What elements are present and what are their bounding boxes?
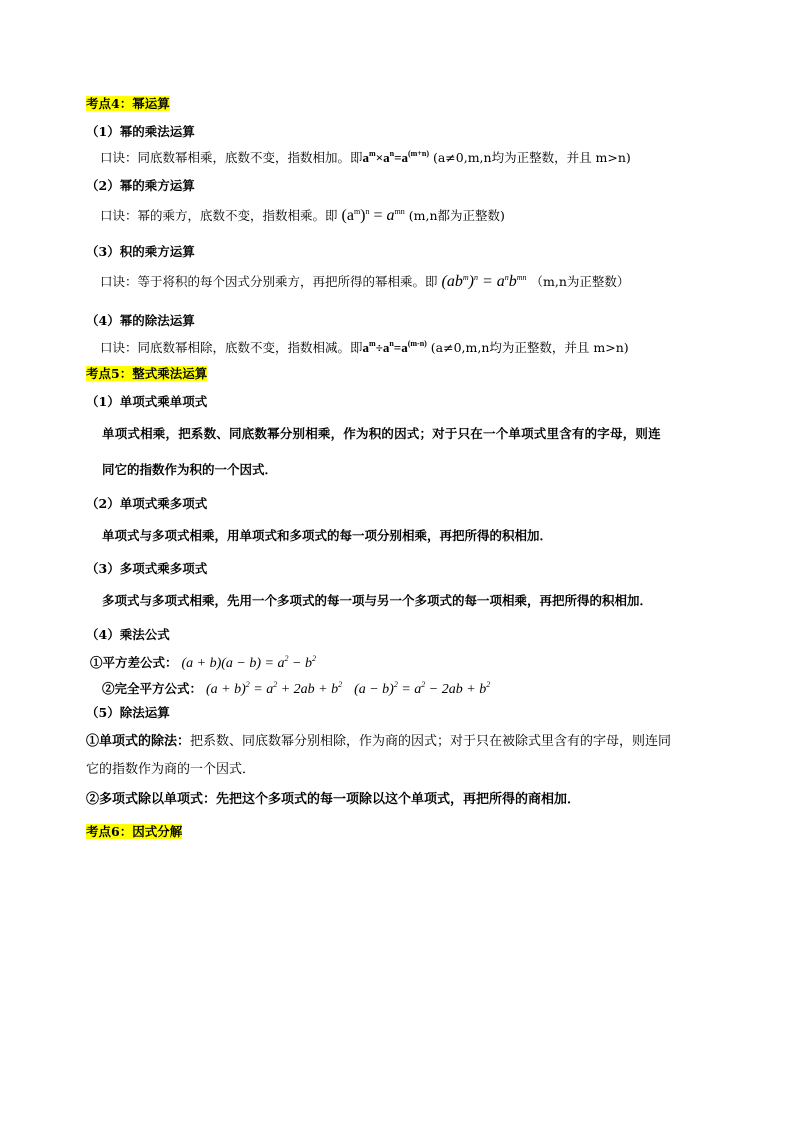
diff-squares-line <box>90 655 316 672</box>
poly-poly-heading: （3）多项式乘多项式 <box>86 561 208 576</box>
power-power-text: 口诀：幂的乘方，底数不变，指数相乘。即 <box>100 208 338 223</box>
section5-title-text: 考点5：整式乘法运算 <box>86 366 208 381</box>
power-mult-condition: (a≠0,m,n均为正整数，并且 m>n) <box>432 150 631 165</box>
product-power-condition: （m,n为正整数） <box>530 274 630 289</box>
section6-title <box>86 824 182 840</box>
power-power-formula: $(a^m)^n = a^{mn}$ <box>341 207 405 224</box>
division-heading: （5）除法运算 <box>86 705 170 720</box>
power-power-rule <box>100 208 505 224</box>
product-power-rule <box>100 274 629 290</box>
power-mult-text: 口诀：同底数幂相乘，底数不变，指数相加。即 <box>100 150 363 165</box>
power-mult-heading: （1）幂的乘法运算 <box>86 124 195 139</box>
product-power-heading: （3）积的乘方运算 <box>86 244 195 259</box>
mono-mono-heading: （1）单项式乘单项式 <box>86 394 208 409</box>
power-mult-rule <box>100 150 631 166</box>
power-div-condition: (a≠0,m,n均为正整数，并且 m>n) <box>430 340 629 355</box>
power-power-heading: （2）幂的乘方运算 <box>86 178 195 193</box>
mono-division-text: 把系数、同底数幂分别相除，作为商的因式；对于只在被除式里含有的字母，则连同 <box>190 734 672 749</box>
poly-poly-text: 多项式与多项式相乘，先用一个多项式的每一项与另一个多项式的每一项相乘，再把所得的积相加． <box>102 593 653 608</box>
section4-title-text: 考点4：幂运算 <box>86 96 170 111</box>
poly-division-label: ②多项式除以单项式： <box>86 792 217 807</box>
power-div-rule <box>100 340 629 356</box>
mult-formula-heading: （4）乘法公式 <box>86 627 170 642</box>
product-power-text: 口诀：等于将积的每个因式分别乘方，再把所得的幂相乘。即 <box>100 274 438 289</box>
product-power-formula: $(ab^m)^n = a^nb^{mn}$ <box>441 273 527 290</box>
power-div-text: 口诀：同底数幂相除，底数不变，指数相减。即 <box>100 340 363 355</box>
diff-squares-label: ①平方差公式： <box>90 655 178 670</box>
mono-poly-text: 单项式与多项式相乘，用单项式和多项式的每一项分别相乘，再把所得的积相加． <box>102 528 553 543</box>
poly-division-text: 先把这个多项式的每一项除以这个单项式，再把所得的商相加． <box>216 792 581 807</box>
section4-title <box>86 96 170 112</box>
mono-division-label: ①单项式的除法： <box>86 734 191 749</box>
section6-title-text: 考点6：因式分解 <box>86 824 183 839</box>
perfect-square-line <box>102 681 490 698</box>
mono-mono-line1: 单项式相乘，把系数、同底数幂分别相乘，作为积的因式；对于只在一个单项式里含有的字母，则连 <box>102 426 661 441</box>
section5-title <box>86 366 207 382</box>
mono-division-line1 <box>86 734 671 750</box>
perfect-square-formula-2: $(a - b)^2 = a^2 - 2ab + b^2$ <box>354 680 491 697</box>
diff-squares-formula: $(a + b)(a - b) = a^2 - b^2$ <box>181 654 316 671</box>
mono-mono-line2: 同它的指数作为积的一个因式． <box>102 462 278 477</box>
mono-division-line2: 它的指数作为商的一个因式． <box>86 762 256 777</box>
mono-poly-heading: （2）单项式乘多项式 <box>86 496 208 511</box>
poly-division-line <box>86 792 580 808</box>
power-div-heading: （4）幂的除法运算 <box>86 313 195 328</box>
perfect-square-formula-1: $(a + b)^2 = a^2 + 2ab + b^2$ <box>206 680 343 697</box>
power-div-formula: $a^m\div a^n=a^{(m-n)}$ <box>362 339 427 355</box>
perfect-square-label: ②完全平方公式： <box>102 681 203 696</box>
power-mult-formula: $a^m\times a^n=a^{(m+n)}$ <box>362 149 429 165</box>
power-power-condition: (m,n都为正整数) <box>408 208 505 223</box>
